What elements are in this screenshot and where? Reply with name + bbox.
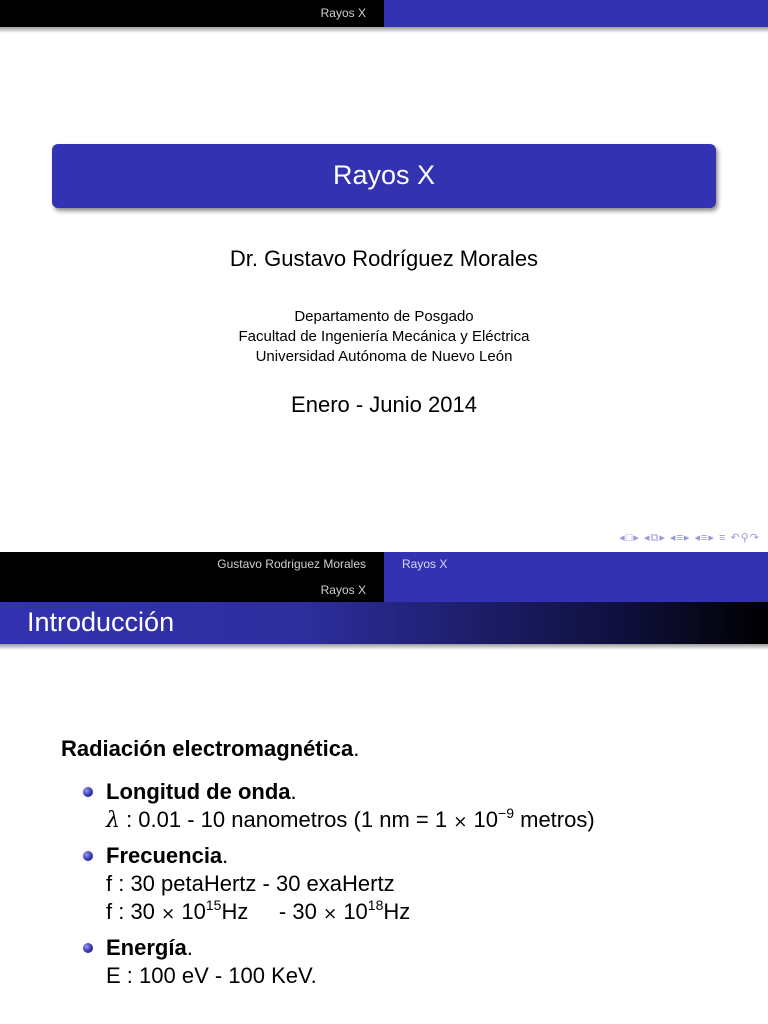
slide-content — [61, 736, 741, 996]
item-label: Frecuencia — [106, 843, 223, 868]
nav-next-section-icon[interactable]: ▸ — [683, 532, 691, 544]
headline-blank-right — [384, 0, 768, 27]
nav-next-slide-icon[interactable]: ▸ — [633, 532, 640, 544]
nav-back-icon[interactable]: ↶ — [730, 532, 741, 544]
headline-right — [384, 552, 768, 602]
headline-left — [0, 552, 384, 602]
institution-department: Departamento de Posgado — [294, 308, 474, 325]
headline-title-left: Rayos X — [0, 0, 384, 27]
headline-title: Rayos X — [320, 583, 366, 597]
nav-prev-section-icon[interactable]: ◂ — [669, 532, 677, 544]
wavelength-range: λ : 0.01 - 10 nanometros (1 nm = $1 \times 10^{-9}$ metros) — [106, 805, 595, 833]
author-name: Dr. Gustavo Rodríguez Morales — [229, 246, 539, 271]
nav-prev-subsection-icon[interactable]: ◂ — [694, 532, 701, 544]
list-item-frequency: Frecuencia. f : 30 petaHertz - 30 exaHertz f : $30 \times 10^{15}Hz$ - $30 \times 10^{18}Hz$ — [61, 842, 741, 928]
institution-block — [0, 307, 768, 367]
content-heading: Radiación electromagnética. — [61, 736, 360, 761]
headline-shadow — [0, 27, 768, 33]
institution-faculty: Facultad de Ingeniería Mecánica y Eléctrica — [238, 328, 530, 345]
nav-subsection-icon[interactable]: ≡ — [701, 532, 709, 544]
nav-next-subsection-icon[interactable]: ▸ — [708, 532, 715, 544]
nav-prev-slide-icon[interactable]: ◂ — [619, 532, 626, 544]
frequency-range-numeric: f : $30 \times 10^{15}Hz$ - $30 \times 10^{18}Hz$ — [106, 897, 411, 924]
bullet-list — [61, 778, 741, 990]
headline-short-title: Rayos X — [402, 557, 448, 571]
ball-bullet-icon — [83, 787, 93, 797]
ball-bullet-icon — [83, 851, 93, 861]
frequency-range-words: f : 30 petaHertz - 30 exaHertz — [106, 871, 395, 896]
headline-bar — [0, 0, 768, 27]
nav-toc-icon[interactable]: ≡ — [719, 532, 727, 544]
introduction-slide — [0, 552, 768, 1024]
nav-next-frame-icon[interactable]: ▸ — [659, 532, 666, 544]
institution-university: Universidad Autónoma de Nuevo León — [255, 348, 513, 365]
item-label: Energía — [106, 935, 187, 960]
presentation-date: Enero - Junio 2014 — [291, 392, 477, 417]
ball-bullet-icon — [83, 943, 93, 953]
frame-title: Introducción — [0, 602, 768, 644]
nav-slide-icon[interactable]: □ — [625, 532, 634, 544]
nav-search-back-icon[interactable]: ↷ — [749, 532, 760, 544]
nav-prev-frame-icon[interactable]: ◂ — [643, 532, 651, 544]
nav-section-icon[interactable]: ≡ — [676, 532, 684, 544]
frame-title-shadow — [0, 644, 768, 650]
energy-range: E : 100 eV - 100 KeV. — [106, 963, 317, 988]
presentation-title: Rayos X — [52, 144, 716, 208]
list-item-wavelength: Longitud de onda. λ : 0.01 - 10 nanometros (1 nm = $1 \times 10^{-9}$ metros) — [61, 778, 741, 836]
headline-bar — [0, 552, 768, 602]
beamer-navigation-symbols — [619, 531, 760, 545]
nav-search-icon[interactable]: ⚲ — [740, 532, 750, 544]
item-label: Longitud de onda — [106, 779, 291, 804]
headline-author: Gustavo Rodriguez Morales — [217, 557, 366, 571]
nav-frame-icon[interactable]: ⧉ — [650, 532, 660, 544]
list-item-energy: Energía. E : 100 eV - 100 KeV. — [61, 934, 741, 990]
